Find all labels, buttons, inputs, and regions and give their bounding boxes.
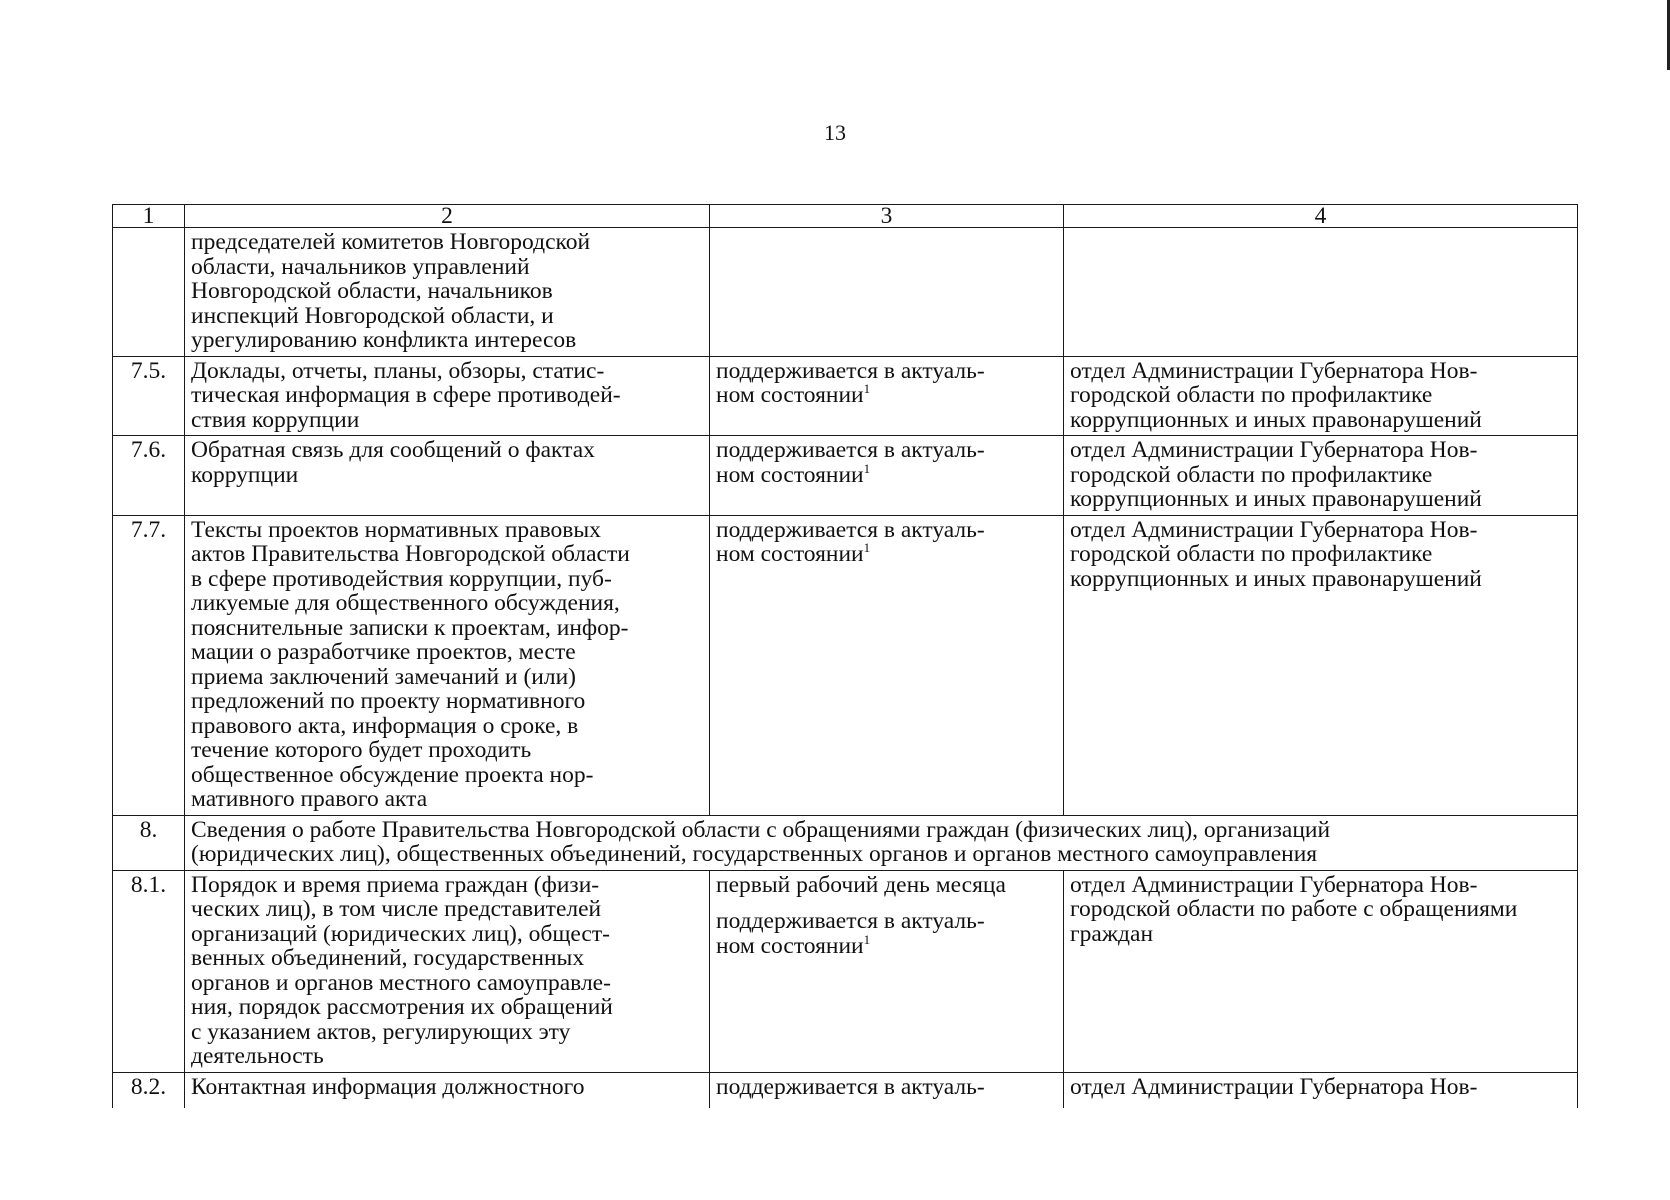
row-period: поддерживается в актуаль- <box>710 1072 1064 1108</box>
header-col-2: 2 <box>185 205 710 228</box>
page-number: 13 <box>824 120 846 145</box>
row-responsible-empty <box>1064 228 1578 357</box>
row-responsible: отдел Администрации Губернатора Нов- городской области по профилактике коррупционных и иных правонарушений <box>1064 515 1578 815</box>
row-period: поддерживается в актуаль- ном состоянии$^1$ <box>710 436 1064 516</box>
row-number: 8.1. <box>113 870 185 1072</box>
table-row-continuation <box>113 228 1578 357</box>
row-number-empty <box>113 228 185 357</box>
row-responsible: отдел Администрации Губернатора Нов- <box>1064 1072 1578 1108</box>
row-description: Обратная связь для сообщений о фактах коррупции <box>185 436 710 516</box>
footnote-mark: 1 <box>863 381 871 397</box>
footnote-mark: 1 <box>863 540 871 556</box>
header-col-3: 3 <box>710 205 1064 228</box>
table-row-7-5 <box>113 356 1578 436</box>
row-description: Порядок и время приема граждан (физи- ческих лиц), в том числе представителей организаций (юридических лиц), общест- венных объединений, государственных органов и органов местного самоуправле- ния, порядок рассмотрения их обращений с указанием актов, регулирующих эту деятельность <box>185 870 710 1072</box>
table-row-section-8 <box>113 815 1578 870</box>
row-period: поддерживается в актуаль- ном состоянии$^1$ <box>710 515 1064 815</box>
row-number: 8.2. <box>113 1072 185 1108</box>
row-responsible: отдел Администрации Губернатора Нов- городской области по работе с обращениями граждан <box>1064 870 1578 1072</box>
row-responsible: отдел Администрации Губернатора Нов- городской области по профилактике коррупционных и иных правонарушений <box>1064 436 1578 516</box>
row-period-empty <box>710 228 1064 357</box>
document-table <box>112 204 1578 1108</box>
row-period: первый рабочий день месяца поддерживается в актуаль- ном состоянии$^1$ <box>710 870 1064 1072</box>
row-description: председателей комитетов Новгородской области, начальников управлений Новгородской области, начальников инспекций Новгородской области, и урегулированию конфликта интересов <box>185 228 710 357</box>
row-description: Контактная информация должностного <box>185 1072 710 1108</box>
row-period: поддерживается в актуаль- ном состоянии$^1$ <box>710 356 1064 436</box>
row-number: 7.5. <box>113 356 185 436</box>
header-col-4: 4 <box>1064 205 1578 228</box>
row-description: Тексты проектов нормативных правовых актов Правительства Новгородской области в сфере противодействия коррупции, пуб- ликуемые для общественного обсуждения, пояснительные записки к проектам, инфор- мации о разработчике проектов, месте приема заключений замечаний и (или) предложений по проекту нормативного правового акта, информация о сроке, в течение которого будет проходить общественное обсуждение проекта нор- мативного правого акта <box>185 515 710 815</box>
section-number: 8. <box>113 815 185 870</box>
footnote-mark: 1 <box>863 931 871 947</box>
table-row-7-7 <box>113 515 1578 815</box>
row-responsible: отдел Администрации Губернатора Нов- городской области по профилактике коррупционных и иных правонарушений <box>1064 356 1578 436</box>
table-header-row <box>113 205 1578 228</box>
footnote-mark: 1 <box>863 460 871 476</box>
table-row-8-2 <box>113 1072 1578 1108</box>
row-description: Доклады, отчеты, планы, обзоры, статис- тическая информация в сфере противодей- ствия коррупции <box>185 356 710 436</box>
row-number: 7.7. <box>113 515 185 815</box>
table-row-7-6 <box>113 436 1578 516</box>
header-col-1: 1 <box>113 205 185 228</box>
section-title: Сведения о работе Правительства Новгородской области с обращениями граждан (физических лиц), организаций (юридических лиц), общественных объединений, государственных органов и органов местного самоуправления <box>185 815 1578 870</box>
table-row-8-1 <box>113 870 1578 1072</box>
row-number: 7.6. <box>113 436 185 516</box>
